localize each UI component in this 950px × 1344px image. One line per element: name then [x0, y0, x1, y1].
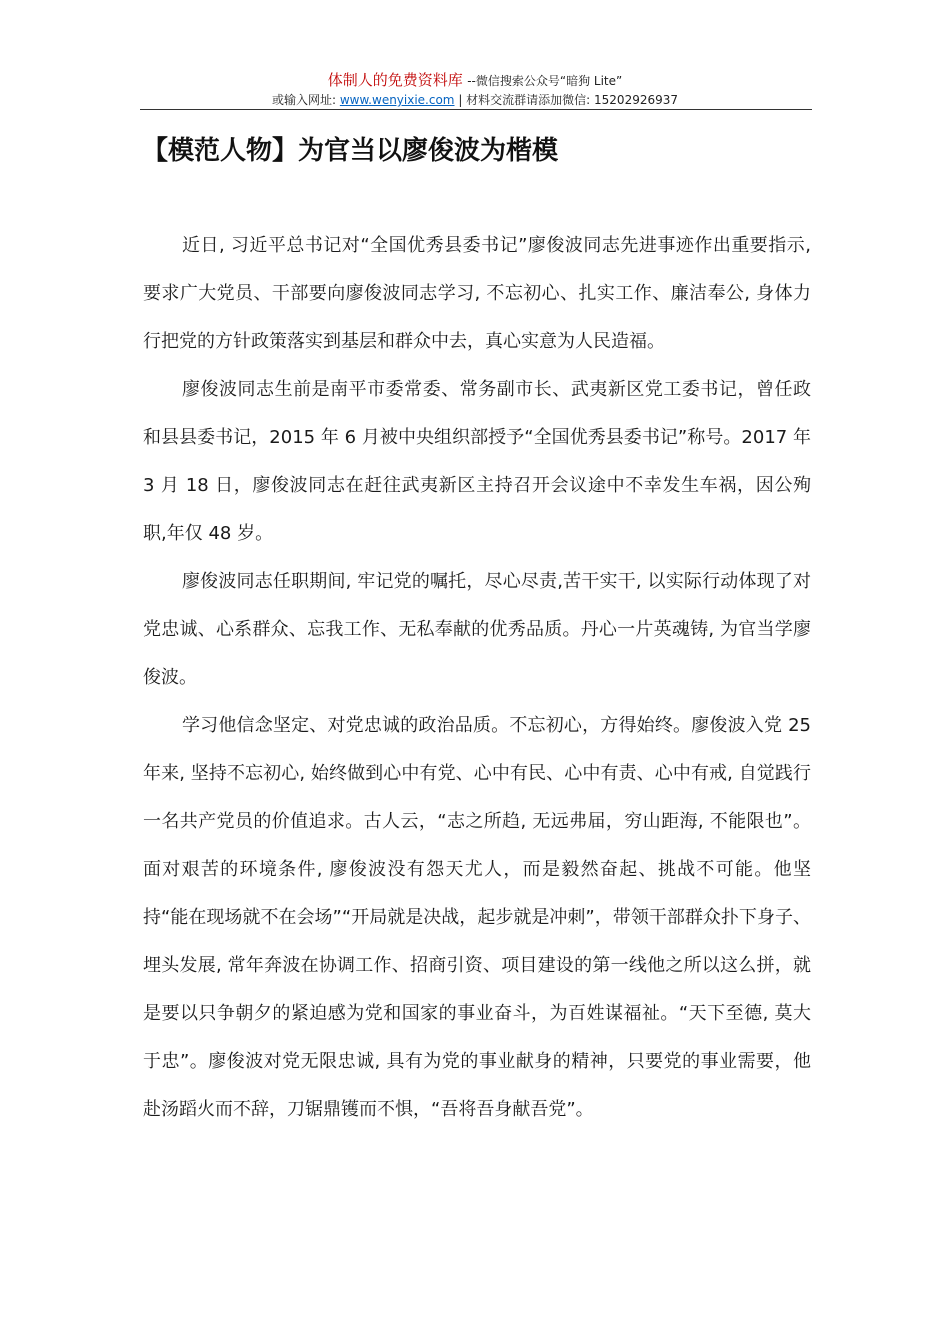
header-brand: 体制人的免费资料库	[327, 71, 463, 89]
header-tagline: --微信搜索公众号“暗狗 Lite”	[467, 74, 623, 88]
paragraph-3: 廖俊波同志任职期间, 牢记党的嘱托，尽心尽责,苦干实干, 以实际行动体现了对党忠诚、心系群众、忘我工作、无私奉献的优秀品质。丹心一片英魂铸, 为官当学廖俊波。	[143, 571, 811, 688]
paragraph-2: 廖俊波同志生前是南平市委常委、常务副市长、武夷新区党工委书记，曾任政和县县委书记，2015 年 6 月被中央组织部授予“全国优秀县委书记”称号。2017 年 3 月 18 日，廖俊波同志在赶往武夷新区主持召开会议途中不幸发生车祸，因公殉职,年仅 48 岁。	[143, 379, 811, 544]
page-header	[140, 70, 810, 109]
header-contact-line	[140, 91, 810, 109]
website-link[interactable]: www.wenyixie.com	[339, 93, 455, 107]
header-contact-suffix: | 材料交流群请添加微信: 15202926937	[454, 93, 679, 107]
header-divider	[140, 109, 812, 110]
document-title: 【模范人物】为官当以廖俊波为楷模	[142, 136, 559, 166]
header-promo-line	[140, 70, 810, 91]
document-body	[143, 222, 811, 1134]
paragraph-4: 学习他信念坚定、对党忠诚的政治品质。不忘初心，方得始终。廖俊波入党 25 年来, 坚持不忘初心, 始终做到心中有党、心中有民、心中有责、心中有戒, 自觉践行一名共产党员的价值追求。古人云，“志之所趋, 无远弗届，穷山距海, 不能限也”。面对艰苦的环境条件, 廖俊波没有怨天尤人，而是毅然奋起、挑战不可能。他坚持“能在现场就不在会场”“开局就是决战，起步就是冲刺”，带领干部群众扑下身子、埋头发展, 常年奔波在协调工作、招商引资、项目建设的第一线他之所以这么拼，就是要以只争朝夕的紧迫感为党和国家的事业奋斗，为百姓谋福祉。“天下至德, 莫大于忠”。廖俊波对党无限忠诚, 具有为党的事业献身的精神，只要党的事业需要，他赴汤蹈火而不辞，刀锯鼎镬而不惧，“吾将吾身献吾党”。	[143, 715, 811, 1120]
header-url-prefix: 或输入网址:	[271, 93, 340, 107]
paragraph-1: 近日, 习近平总书记对“全国优秀县委书记”廖俊波同志先进事迹作出重要指示, 要求广大党员、干部要向廖俊波同志学习, 不忘初心、扎实工作、廉洁奉公, 身体力行把党的方针政策落实到基层和群众中去，真心实意为人民造福。	[143, 235, 811, 352]
